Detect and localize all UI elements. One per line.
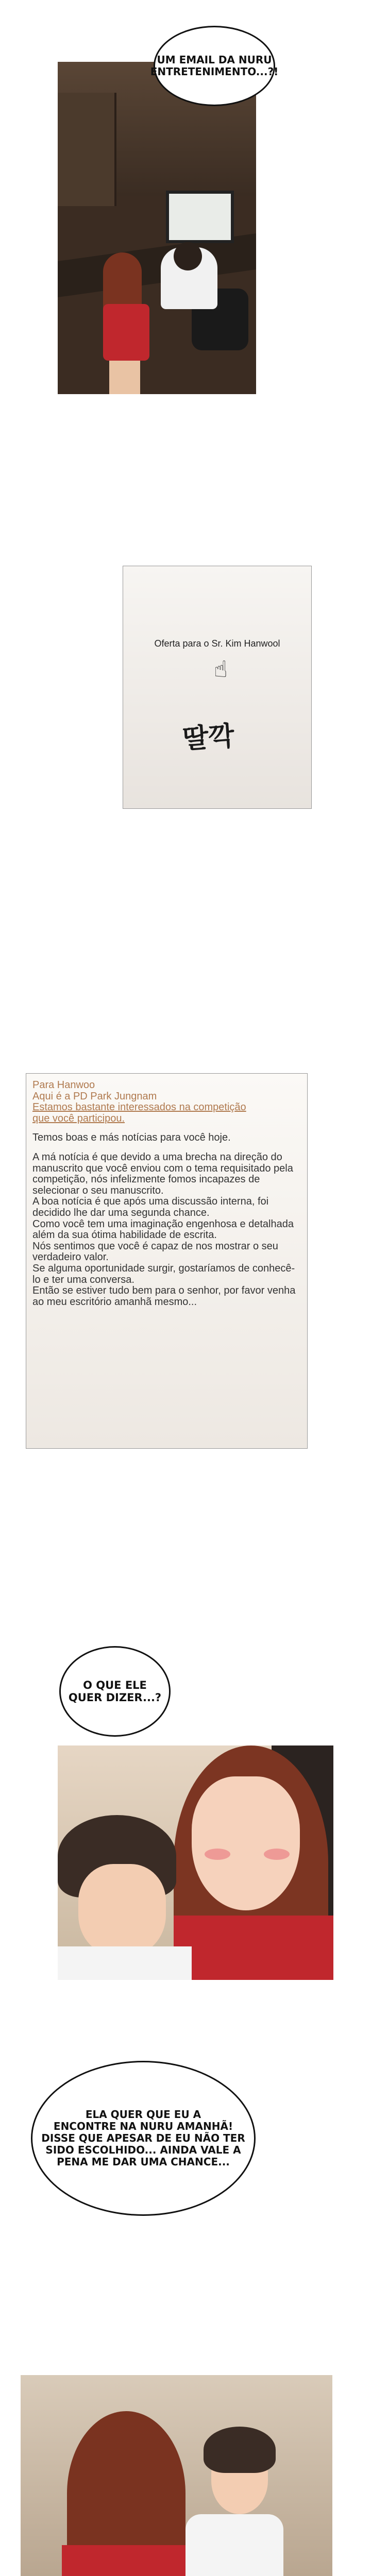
girl-face [192, 1776, 300, 1910]
letter-from: Aqui é a PD Park Jungnam [32, 1090, 157, 1102]
letter-paragraph: Como você tem uma imaginação engenhosa e detalhada além da sua ótima habilidade de escrita. [32, 1218, 294, 1241]
girl-top [174, 1916, 333, 1980]
letter-to: Para Hanwoo [32, 1079, 95, 1091]
couple-closeup-panel [58, 1745, 333, 1980]
office-panel [58, 62, 256, 394]
bubble-text: UM EMAIL DA NURU ENTRETENIMENTO...?! [150, 54, 279, 78]
offer-link[interactable]: Oferta para o Sr. Kim Hanwool [154, 638, 280, 649]
bookshelf [58, 93, 116, 206]
offer-panel [123, 566, 312, 809]
letter-paragraph: A má notícia é que devido a uma brecha na direção do manuscrito que você enviou com o tema requisitado pela competição, nós infelizmente fomos incapazes de selecionar o seu manuscrito. [32, 1151, 293, 1196]
letter-paragraph: Temos boas e más notícias para você hoje. [32, 1132, 231, 1144]
letter-interest-2: que você participou. [32, 1112, 125, 1124]
pointer-hand-icon: ☝ [214, 656, 228, 683]
bubble-text: ELA QUER QUE EU A ENCONTRE NA NURU AMANHÃ! DISSE QUE APESAR DE EU NÃO TER SIDO ESCOLHIDO... AINDA VALE A PENA ME DAR UMA CHANCE... [41, 2108, 245, 2168]
man-head [174, 242, 202, 270]
computer-monitor [166, 191, 234, 243]
boy-shirt [58, 1946, 192, 1980]
letter-body [32, 1080, 300, 1308]
speech-bubble-explanation [31, 2061, 256, 2216]
boy-hair [204, 2427, 276, 2473]
letter-paragraph: Se alguma oportunidade surgir, gostaríamos de conhecê-lo e ter uma conversa. [32, 1262, 295, 1285]
blush-left [205, 1849, 230, 1860]
woman-legs [109, 361, 140, 394]
letter-paragraph: Nós sentimos que você é capaz de nos mostrar o seu verdadeiro valor. [32, 1240, 278, 1263]
letter-paragraph: A boa notícia é que após uma discussão interna, foi decidido lhe dar uma segunda chance. [32, 1196, 269, 1218]
speech-bubble-question [59, 1646, 171, 1737]
girl-top [62, 2545, 196, 2576]
letter-panel [26, 1073, 308, 1449]
woman-top [103, 304, 149, 361]
letter-interest-1: Estamos bastante interessados na competição [32, 1101, 246, 1113]
bubble-text: O QUE ELE QUER DIZER...? [68, 1679, 162, 1704]
blush-right [264, 1849, 290, 1860]
speech-bubble-email [150, 26, 279, 106]
couple-panel [21, 2375, 332, 2576]
boy-face [78, 1864, 166, 1957]
letter-paragraph: Então se estiver tudo bem para o senhor, por favor venha ao meu escritório amanhã mesmo... [32, 1285, 296, 1308]
boy-shirt [185, 2514, 283, 2576]
click-sfx: 딸깍 [181, 720, 235, 755]
